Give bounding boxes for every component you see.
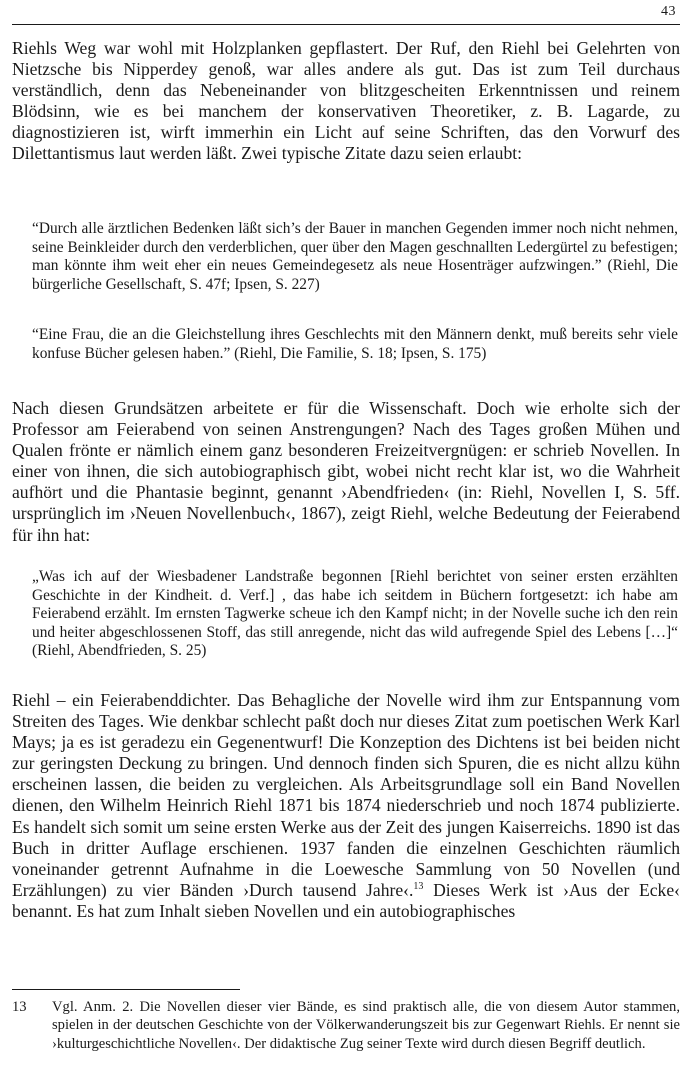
quote-bauer-ledergurtel: “Durch alle ärztlichen Bedenken läßt sich’s der Bauer in manchen Gegenden immer noch nicht nehmen, seine Beinkleider durch den verderblichen, quer über den Magen geschnallten Ledergürtel zu befestigen; man könnte ihm weit eher ein neues Gemeindegesetz als neue Hosenträger aufzwingen.” (Riehl, Die bürgerliche Gesellschaft, S. 47f; Ipsen, S. 227) (32, 220, 678, 293)
book-page (12, 0, 682, 1090)
header-rule (12, 24, 680, 25)
paragraph-text-part1: Riehl – ein Feierabenddichter. Das Behagliche der Novelle wird ihm zur Entspannung vom Streiten des Tages. Wie denkbar schlecht paßt doch nur dieses Zitat zum poetischen Werk Karl Mays; ja es ist geradezu ein Gegenentwurf! Die Konzeption des Dichtens ist bei beiden nicht zur geringsten Deckung zu bringen. Und dennoch finden sich Spuren, die es nicht allzu kühn erscheinen lassen, die beiden zu vergleichen. Als Arbeitsgrundlage soll ein Band Novellen dienen, den Wilhelm Heinrich Riehl 1871 bis 1874 niederschrieb und noch 1874 publizierte. Es handelt sich somit um seine ersten Werke aus der Zeit des jungen Kaiserreichs. 1890 ist das Buch in dritter Auflage erschienen. 1937 fanden die einzelnen Geschichten räumlich voneinander getrennt Aufnahme in die Loewesche Sammlung von 50 Novellen (und Erzählungen) zu vier Bänden ›Durch tausend Jahre‹. (12, 690, 680, 900)
footnote-reference-13[interactable]: 13 (413, 880, 424, 892)
footnote-number: 13 (12, 999, 27, 1015)
footnote-13 (12, 998, 680, 1053)
paragraph-text-part2: Dieses Werk ist ›Aus der Ecke‹ benannt. Es hat zum Inhalt sieben Novellen und ein autobiographisches (12, 879, 680, 921)
footnote-rule (12, 989, 240, 990)
paragraph-riehls-weg: Riehls Weg war wohl mit Holzplanken gepflastert. Der Ruf, den Riehl bei Gelehrten von Nietzsche bis Nipperdey genoß, war alles andere als gut. Das ist zum Teil durchaus verständlich, denn das Nebeneinander von blitzgescheiten Erkenntnissen und reinem Blödsinn, wie es bei manchem der konservativen Theoretiker, z. B. Lagarde, zu diagnostizieren ist, wirft immerhin ein Licht auf seine Schriften, das den Vorwurf des Dilettantismus laut werden läßt. Zwei typische Zitate dazu seien erlaubt: (12, 38, 680, 164)
page-number: 43 (661, 4, 676, 19)
footnote-text: Vgl. Anm. 2. Die Novellen dieser vier Bände, es sind praktisch alle, die von diesem Autor stammen, spielen in der deutschen Geschichte von der Völkerwanderungszeit bis zur Gegenwart Riehls. Er nennt sie ›kulturgeschichtliche Novellen‹. Der didaktische Zug seiner Texte wird durch diesen Begriff deutlich. (52, 999, 680, 1052)
paragraph-feierabend: Nach diesen Grundsätzen arbeitete er für die Wissenschaft. Doch wie erholte sich der Professor am Feierabend von seinen Anstrengungen? Nach des Tages großen Mühen und Qualen frönte er nämlich einem ganz besonderen Freizeitvergnügen: er schrieb Novellen. In einer von ihnen, die sich autobiographisch gibt, wobei nicht recht klar ist, wo die Wahrheit aufhört und die Phantasie beginnt, genannt ›Abendfrieden‹ (in: Riehl, Novellen I, S. 5ff. ursprünglich im ›Neuen Novellenbuch‹, 1867), zeigt Riehl, welche Bedeutung der Feierabend für ihn hat: (12, 398, 680, 545)
quote-frau-gleichstellung: “Eine Frau, die an die Gleichstellung ihres Geschlechts mit den Männern denkt, muß bereits sehr viele konfuse Bücher gelesen haben.” (Riehl, Die Familie, S. 18; Ipsen, S. 175) (32, 326, 678, 362)
quote-abendfrieden: „Was ich auf der Wiesbadener Landstraße begonnen [Riehl berichtet von seiner ersten erzählten Geschichte in der Kindheit. d. Verf.] , das habe ich seitdem in Büchern fortgesetzt: ich habe am Feierabend erzählt. Im ernsten Tagwerke scheue ich den Kampf nicht; in der Novelle suche ich den rein und heiter abgeschlossenen Stoff, das still anregende, nicht das wild aufregende Spiel des Lebens […]“ (Riehl, Abendfrieden, S. 25) (32, 568, 678, 660)
paragraph-feierabenddichter (12, 690, 680, 922)
